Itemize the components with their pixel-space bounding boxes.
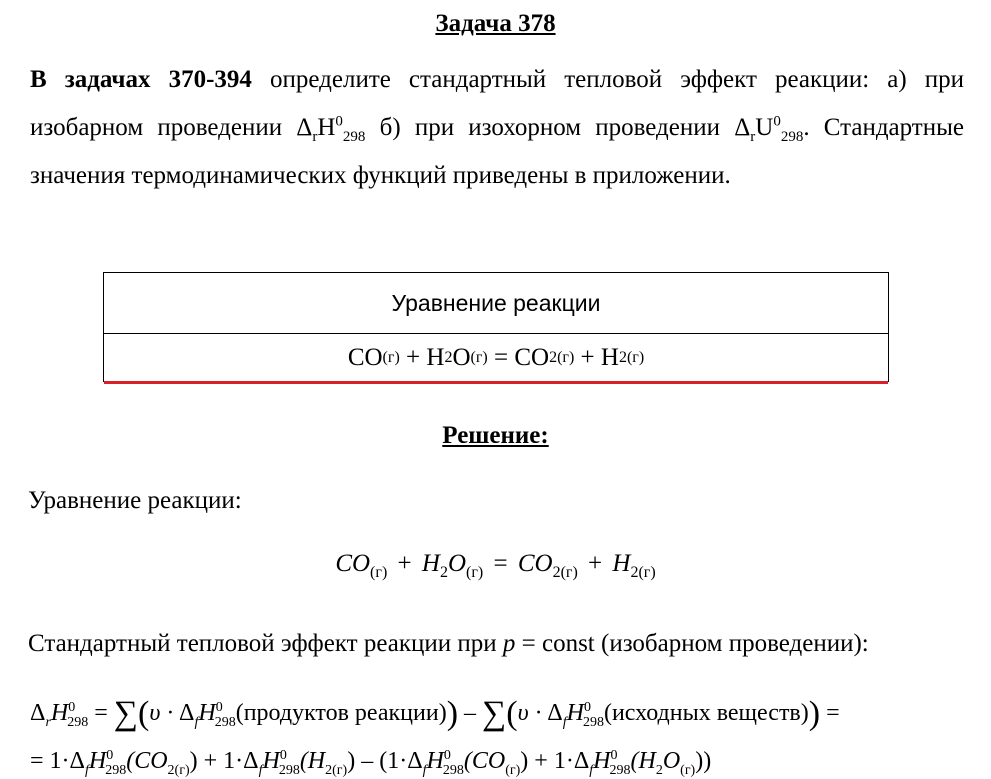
delta-ru-298: $\Delta_rU^0_{298}$ xyxy=(734,113,804,145)
task-text-a: определите стандартный тепловой эффект реакции: а) при изобарном проведении xyxy=(30,66,965,141)
table-header: Уравнение реакции xyxy=(104,273,888,334)
delta-rh-298: $\Delta_rH^0_{298}$ xyxy=(296,113,366,145)
task-text-c: . Стандартные значения термодинамических функций приведены в приложении. xyxy=(30,114,964,189)
formula-hess: $\Delta_rH^0_{298} = \sum(\upsilon$ · $\Delta_fH^0_{298}(продуктов$ реакции)) – $\sum(\upsilon \cdot \Delta_fH^0_{298}(исходных$ веществ)) = xyxy=(30,695,840,732)
task-statement xyxy=(30,56,964,200)
reaction-equation: $CO_{(г)} + H_2O_{(г)} = CO_{2(г)} + H_{2(г)}$ xyxy=(335,550,656,581)
task-range: В задачах 370-394 xyxy=(30,66,252,93)
label-reaction-equation: Уравнение реакции: xyxy=(28,487,242,514)
sum-symbol: ∑ xyxy=(482,695,507,732)
task-text-b: б) при изохорном проведении xyxy=(379,114,720,141)
task-title: Задача 378 xyxy=(435,10,556,37)
solution-title: Решение: xyxy=(442,422,549,449)
label-standard-effect: Стандартный тепловой эффект реакции при p = const (изобарном проведении): xyxy=(28,630,869,657)
sum-symbol: ∑ xyxy=(113,695,139,732)
reaction-table xyxy=(103,272,889,382)
table-row-reaction: CO (г) + H 2 O (г) = CO 2(г) + H 2(г) xyxy=(104,334,888,384)
formula-expanded: = $1\cdot\Delta_fH^0_{298}(CO_{2(г)}) + 1\cdot\Delta_fH^0_{298}(H_{2(г)}) - (1\cdot\Delta_fH^0_{298}(CO_{(г)}) + 1\cdot\Delta_fH^0_{298}(H_2O_{(г)}))$ xyxy=(30,748,712,778)
